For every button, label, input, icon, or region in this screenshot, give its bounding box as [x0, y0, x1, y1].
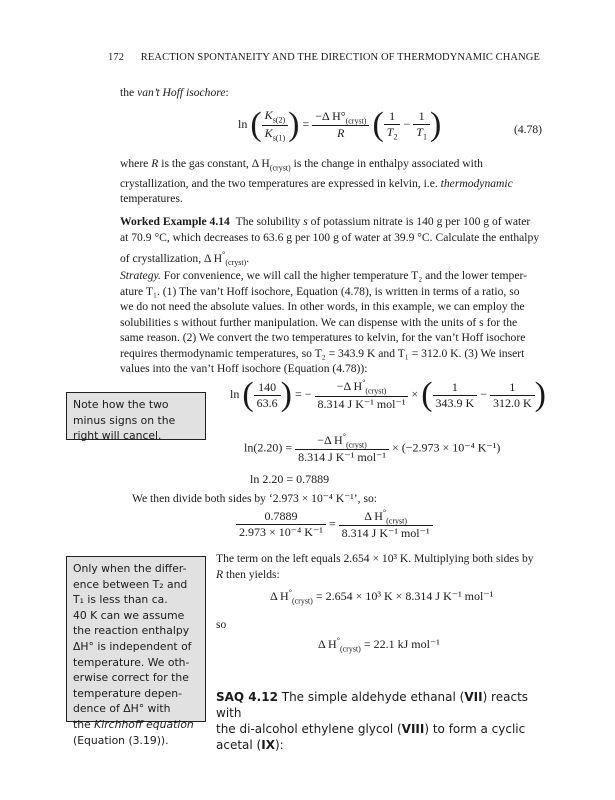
result-equation: Δ $H^\circ_{(cryst)} = 22.1$ kJ mol⁻¹	[318, 636, 440, 654]
strategy-paragraph: Strategy. For convenience, we will call the higher temperature T₂ and the lower temper- ature T₁. (1) The van’t Hoff isochore, Equation (4.78), is written in terms of a ratio, so we do not need the absolute values. In other words, in this example, we can employ the solubilities s without further manipulation. We can dispense with the units of s for the same reason. (2) We convert the two temperatures to kelvin, for the van’t Hoff isochore requires thermodynamic temperatures, so T₂ = 343.9 K and T₁ = 312.0 K. (3) We insert values into the van’t Hoff isochore (Equation (4.78)):	[120, 269, 527, 375]
multiply-paragraph: The term on the left equals 2.654 × 10³ K. Multiplying both sides by R then yields:	[216, 552, 534, 581]
running-title: REACTION SPONTANEITY AND THE DIRECTION OF THERMODYNAMIC CHANGE	[140, 52, 540, 63]
vant-hoff-term: van’t Hoff isochore	[137, 86, 226, 99]
equation-number: (4.78)	[514, 123, 543, 136]
enthalpy-over-r: $\frac{-\Delta H^\circ_{(cryst)}}{R}$	[312, 109, 369, 141]
division-equation: $\frac{0.7889}{\text{2.973 × 10⁻⁴ K⁻¹}}$ = $\frac{\Delta H^\circ_{(cryst)}}{\text{8.314 J K⁻¹ mol⁻¹}}$	[236, 508, 433, 541]
divide-line: We then divide both sides by ‘2.973 × 10⁻⁴ K⁻¹’, so:	[132, 492, 377, 505]
worked-example-label: Worked Example 4.14	[120, 215, 230, 228]
saq-4-12: SAQ 4.12 The simple aldehyde ethanal (VII) reacts with the di-alcohol ethylene glycol (VIII) to form a cyclic acetal (IX):	[216, 690, 529, 752]
so-word: so	[216, 618, 227, 631]
product-equation: Δ $H^\circ_{(cryst)} = 2.654 \times 10^3$ K × 8.314 J K⁻¹ mol⁻¹	[270, 588, 494, 606]
kirchhoff-term: Kirchhoff equation	[94, 717, 194, 731]
where-paragraph: where R is the gas constant, Δ $H_{(cryst)}$ is the change in enthalpy associated with crystallization, and the two temperatures are expressed in kelvin, i.e. thermodynamic temperatures.	[120, 157, 513, 206]
sidenote-minus-signs: Note how the two minus signs on the right will cancel.	[66, 392, 206, 440]
worked-example: Worked Example 4.14 The solubility s of potassium nitrate is 140 g per 100 g of water at 70.9 °C, which decreases to 63.6 g per 100 g of water at 39.9 °C. Calculate the enthalpy of crystallization, Δ $H^\circ_{(cryst)}$.	[120, 215, 540, 268]
calc-step-1: ln ( $\frac{140}{63.6}$ ) = − $\frac{-\Delta H^\circ_{(cryst)}}{\text{8.314 J K⁻¹ mol⁻¹}}$ × ( $\frac{1}{343.9 K}$ − $\frac{1}{312.0 K}$ )	[230, 376, 546, 413]
ks-ratio: $\frac{K_{s(2)}}{K_{s(1)}}$	[262, 108, 288, 142]
page-number: 172	[108, 52, 125, 63]
running-header	[108, 52, 540, 63]
calc-step-2: ln(2.20) = $\frac{-\Delta H^\circ_{(cryst)}}{\text{8.314 J K⁻¹ mol⁻¹}}$ × (−2.973 × 10⁻⁴ K⁻¹)	[244, 432, 501, 465]
calc-step-3: ln 2.20 = 0.7889	[250, 472, 330, 486]
strategy-label: Strategy.	[120, 269, 161, 282]
intro-line: the van’t Hoff isochore:	[120, 86, 229, 99]
equation-4-78: ln ( $\frac{K_{s(2)}}{K_{s(1)}}$ ) = $\frac{-\Delta H^\circ_{(cryst)}}{R}$ ( $\frac{1}{T_2}$ − $\frac{1}{T_1}$ )	[238, 106, 442, 143]
sidenote-kirchhoff: Only when the differ- ence between T₂ and T₁ is less than ca. 40 K can we assume the reaction enthalpy ΔH° is independent of temperature. We oth- erwise correct for the temperature depen- dence of ΔH° with the Kirchhoff equation (Equation (3.19)).	[66, 556, 206, 722]
standard-state-symbol: °	[340, 108, 346, 123]
saq-label: SAQ 4.12	[216, 690, 278, 704]
